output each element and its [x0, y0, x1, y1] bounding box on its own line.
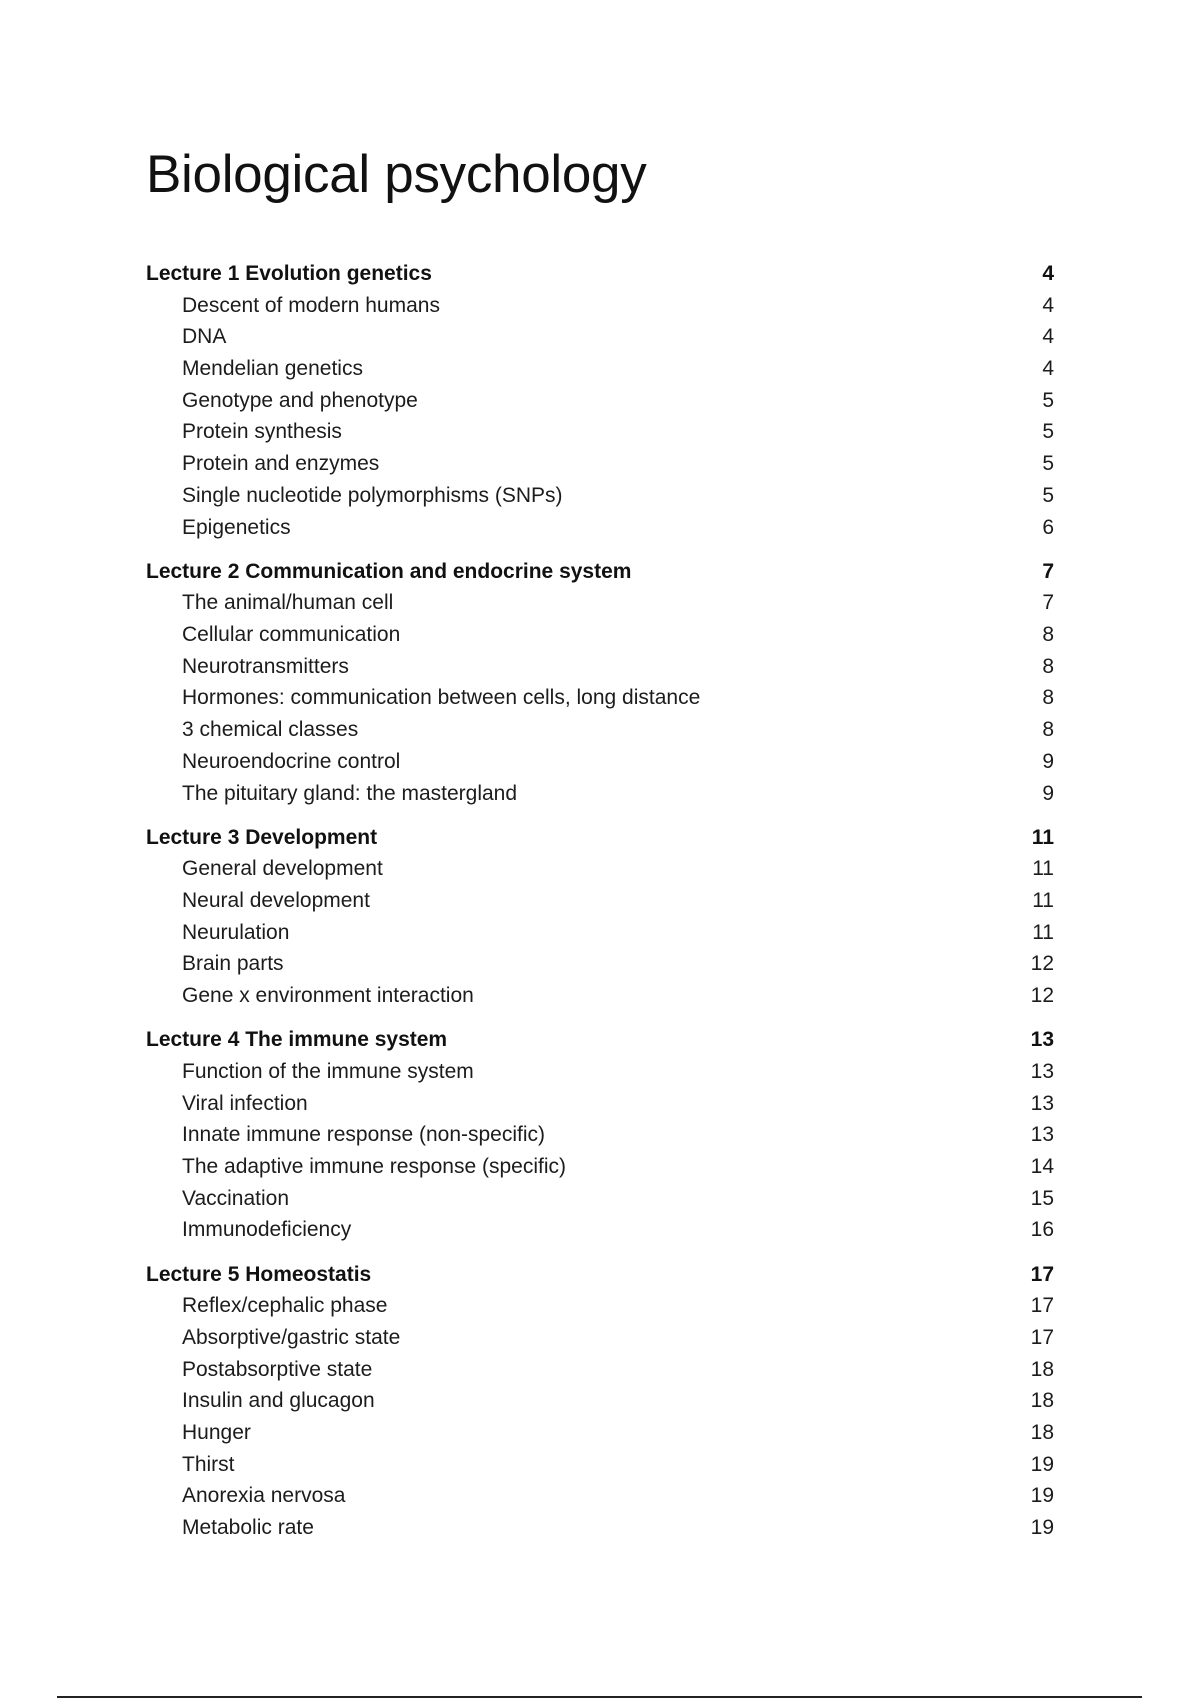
toc-entry-link[interactable]	[146, 885, 1054, 917]
toc-entry-label: Epigenetics	[182, 515, 291, 539]
toc-heading-label: Lecture 1 Evolution genetics	[146, 262, 432, 285]
toc-entry-label: Function of the immune system	[182, 1060, 474, 1083]
toc-heading-page: 7	[1042, 559, 1054, 583]
toc-entry-page: 6	[1042, 515, 1054, 539]
toc-entry-page: 13	[1030, 1091, 1054, 1115]
toc-entry-label: The pituitary gland: the mastergland	[182, 781, 518, 805]
toc-entry-page: 5	[1042, 452, 1054, 476]
toc-entry-page: 8	[1042, 654, 1054, 678]
toc-entry-page: 11	[1032, 857, 1054, 881]
toc-entry-label: Viral infection	[182, 1091, 308, 1115]
toc-entry-page: 9	[1042, 749, 1054, 773]
toc-heading-link[interactable]	[146, 1024, 1054, 1056]
toc-heading-page: 4	[1042, 262, 1054, 285]
toc-entry-link[interactable]	[146, 980, 1054, 1012]
toc-entry-link[interactable]	[146, 746, 1054, 778]
toc-entry-label: Gene x environment interaction	[182, 984, 474, 1008]
toc-entry-link[interactable]	[146, 1354, 1054, 1386]
toc-entry-page: 17	[1030, 1326, 1054, 1349]
toc-entry-label: Neural development	[182, 889, 370, 913]
toc-entry-page: 5	[1042, 420, 1054, 444]
toc-entry-link[interactable]	[146, 1088, 1054, 1120]
toc-entry-label: Thirst	[182, 1452, 235, 1476]
toc-entry-link[interactable]	[146, 778, 1054, 810]
toc-entry-link[interactable]	[146, 1385, 1054, 1417]
toc-entry-label: Insulin and glucagon	[182, 1389, 375, 1413]
toc-entry-page: 19	[1030, 1484, 1054, 1508]
toc-heading-label: Lecture 3 Development	[146, 825, 378, 849]
toc-entry-link[interactable]	[146, 385, 1054, 417]
toc-heading-page: 17	[1030, 1262, 1054, 1286]
toc-entry-link[interactable]	[146, 1417, 1054, 1449]
toc-entry-label: Neuroendocrine control	[182, 749, 401, 773]
toc-section	[146, 556, 1054, 810]
toc-entry-label: DNA	[182, 325, 227, 349]
toc-section	[146, 1259, 1054, 1544]
toc-entry-page: 4	[1042, 325, 1054, 349]
toc-entry-page: 8	[1042, 718, 1054, 742]
toc-entry-link[interactable]	[146, 512, 1054, 544]
toc-entry-link[interactable]	[146, 353, 1054, 385]
table-of-contents	[146, 258, 1054, 1556]
toc-entry-page: 16	[1030, 1218, 1054, 1242]
toc-entry-label: Mendelian genetics	[182, 357, 363, 381]
toc-heading-label: Lecture 5 Homeostatis	[146, 1262, 372, 1286]
toc-entry-link[interactable]	[146, 682, 1054, 714]
toc-entry-label: Innate immune response (non-specific)	[182, 1123, 546, 1147]
toc-entry-page: 5	[1042, 483, 1054, 507]
toc-entry-page: 12	[1030, 952, 1054, 976]
toc-entry-link[interactable]	[146, 1183, 1054, 1215]
toc-entry-link[interactable]	[146, 651, 1054, 683]
toc-entry-label: Reflex/cephalic phase	[182, 1294, 388, 1318]
toc-entry-link[interactable]	[146, 1119, 1054, 1151]
toc-entry-link[interactable]	[146, 1512, 1054, 1544]
toc-entry-link[interactable]	[146, 1480, 1054, 1512]
toc-entry-link[interactable]	[146, 714, 1054, 746]
toc-entry-label: Brain parts	[182, 952, 284, 976]
toc-entry-label: Genotype and phenotype	[182, 388, 418, 412]
toc-entry-page: 15	[1030, 1186, 1054, 1210]
toc-entry-label: Vaccination	[182, 1186, 290, 1210]
toc-heading-link[interactable]	[146, 258, 1054, 290]
toc-entry-link[interactable]	[146, 619, 1054, 651]
toc-section	[146, 258, 1054, 543]
toc-entry-page: 13	[1030, 1060, 1054, 1083]
toc-entry-link[interactable]	[146, 480, 1054, 512]
toc-heading-label: Lecture 2 Communication and endocrine system	[146, 559, 632, 583]
toc-entry-link[interactable]	[146, 416, 1054, 448]
toc-entry-link[interactable]	[146, 1151, 1054, 1183]
toc-entry-label: Hunger	[182, 1421, 251, 1445]
toc-entry-label: General development	[182, 857, 383, 881]
toc-entry-link[interactable]	[146, 321, 1054, 353]
toc-entry-label: Hormones: communication between cells, long distance	[182, 686, 701, 710]
toc-entry-label: 3 chemical classes	[182, 718, 359, 742]
toc-entry-link[interactable]	[146, 1290, 1054, 1322]
toc-entry-label: The adaptive immune response (specific)	[182, 1155, 567, 1179]
toc-entry-page: 4	[1042, 357, 1054, 381]
toc-entry-label: Absorptive/gastric state	[182, 1326, 401, 1349]
footer-rule	[57, 1696, 1142, 1698]
toc-entry-link[interactable]	[146, 917, 1054, 949]
toc-heading-link[interactable]	[146, 1259, 1054, 1291]
toc-entry-link[interactable]	[146, 948, 1054, 980]
page-title: Biological psychology	[146, 145, 647, 204]
toc-entry-label: Neurotransmitters	[182, 654, 349, 678]
toc-entry-link[interactable]	[146, 1322, 1054, 1354]
toc-entry-page: 8	[1042, 623, 1054, 647]
toc-entry-link[interactable]	[146, 1449, 1054, 1481]
toc-entry-page: 19	[1030, 1452, 1054, 1476]
toc-entry-link[interactable]	[146, 290, 1054, 322]
toc-entry-label: Protein and enzymes	[182, 452, 380, 476]
toc-entry-page: 17	[1030, 1294, 1054, 1318]
toc-entry-label: Postabsorptive state	[182, 1357, 373, 1381]
toc-section	[146, 1024, 1054, 1246]
toc-entry-page: 11	[1032, 889, 1054, 913]
toc-entry-label: Single nucleotide polymorphisms (SNPs)	[182, 483, 563, 507]
toc-entry-label: Cellular communication	[182, 623, 401, 647]
toc-heading-link[interactable]	[146, 822, 1054, 854]
toc-entry-label: Neurulation	[182, 920, 290, 944]
toc-entry-page: 12	[1030, 984, 1054, 1008]
toc-section	[146, 822, 1054, 1012]
toc-heading-label: Lecture 4 The immune system	[146, 1028, 448, 1052]
toc-entry-label: Immunodeficiency	[182, 1218, 352, 1242]
toc-entry-page: 18	[1030, 1421, 1054, 1445]
toc-entry-link[interactable]	[146, 853, 1054, 885]
toc-entry-page: 14	[1030, 1155, 1054, 1179]
toc-entry-page: 9	[1042, 781, 1054, 805]
toc-entry-page: 5	[1042, 388, 1054, 412]
toc-entry-page: 8	[1042, 686, 1054, 710]
toc-entry-link[interactable]	[146, 1056, 1054, 1088]
toc-entry-label: Protein synthesis	[182, 420, 342, 444]
toc-entry-page: 18	[1030, 1389, 1054, 1413]
toc-heading-page: 13	[1030, 1028, 1054, 1052]
toc-entry-page: 19	[1030, 1516, 1054, 1540]
toc-entry-page: 11	[1032, 920, 1054, 944]
toc-entry-page: 7	[1042, 591, 1054, 615]
toc-heading-page: 11	[1031, 825, 1054, 849]
toc-entry-link[interactable]	[146, 1214, 1054, 1246]
toc-entry-page: 13	[1030, 1123, 1054, 1147]
toc-entry-page: 4	[1042, 293, 1054, 317]
toc-entry-link[interactable]	[146, 448, 1054, 480]
toc-entry-link[interactable]	[146, 587, 1054, 619]
toc-entry-label: Anorexia nervosa	[182, 1484, 346, 1508]
toc-entry-label: The animal/human cell	[182, 591, 394, 615]
toc-heading-link[interactable]	[146, 556, 1054, 588]
toc-entry-label: Metabolic rate	[182, 1516, 314, 1540]
toc-entry-page: 18	[1030, 1357, 1054, 1381]
toc-entry-label: Descent of modern humans	[182, 293, 440, 317]
